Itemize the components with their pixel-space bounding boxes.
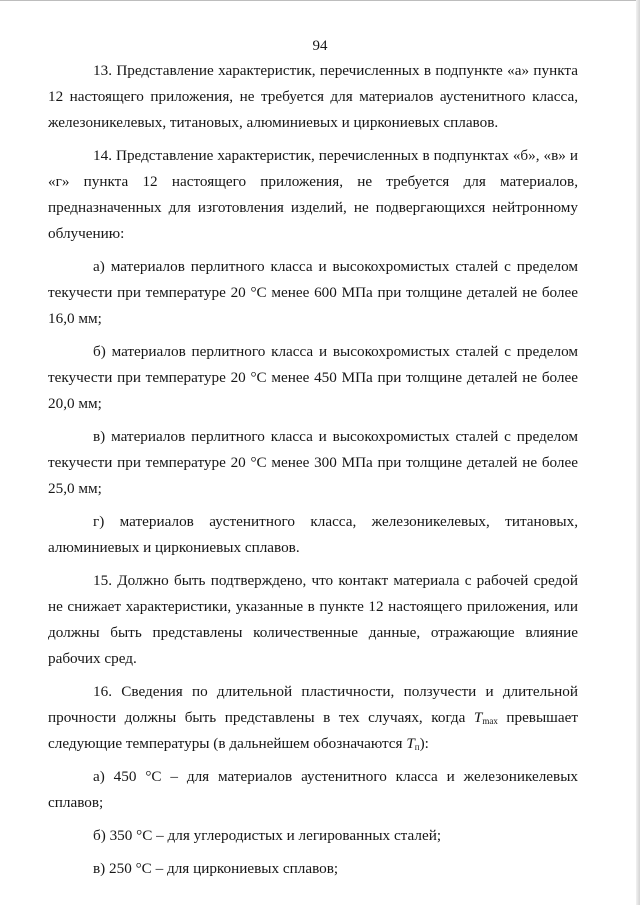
list-item-14a: а) материалов перлитного класса и высокохромистых сталей с пределом текучести при температуре 20 °С менее 600 МПа при толщине деталей не более 16,0 мм;: [48, 258, 578, 327]
list-item-16b: б) 350 °С – для углеродистых и легированных сталей;: [93, 827, 442, 844]
page-top-edge: [0, 0, 640, 1]
paragraph-16-part3: ):: [419, 735, 429, 752]
paragraph-16-part1: 16. Сведения по длительной пластичности, ползучести и длительной прочности должны быть представлены в тех случаях, когда: [48, 683, 578, 726]
tmax-symbol: T: [473, 709, 483, 726]
list-item-14v: в) материалов перлитного класса и высокохромистых сталей с пределом текучести при температуре 20 °С менее 300 МПа при толщине деталей не более 25,0 мм;: [48, 428, 578, 497]
list-item-14b: б) материалов перлитного класса и высокохромистых сталей с пределом текучести при температуре 20 °С менее 450 МПа при толщине деталей не более 20,0 мм;: [48, 343, 578, 412]
paragraph-16-part2: превышает следующие температуры (в дальнейшем обозначаются: [48, 709, 578, 752]
list-item-16a: а) 450 °С – для материалов аустенитного класса и железоникелевых сплавов;: [48, 768, 578, 811]
tn-subscript: п: [414, 742, 420, 752]
paragraph-14: 14. Представление характеристик, перечисленных в подпунктах «б», «в» и «г» пункта 12 настоящего приложения, не требуется для материалов, предназначенных для изготовления изделий, не подвергающихся нейтронному облучению:: [48, 147, 578, 242]
paragraph-16: [48, 679, 578, 757]
paragraph-13: 13. Представление характеристик, перечисленных в подпункте «а» пункта 12 настоящего приложения, не требуется для материалов аустенитного класса, железоникелевых, титановых, алюминиевых и циркониевых сплавов.: [48, 62, 578, 131]
tn-symbol: T: [406, 735, 415, 752]
page-right-edge: [636, 0, 640, 905]
paragraph-15: 15. Должно быть подтверждено, что контакт материала с рабочей средой не снижает характеристики, указанные в пункте 12 настоящего приложения, или должны быть представлены количественные данные, отражающие влияние рабочих сред.: [48, 572, 578, 667]
page-number: 94: [312, 38, 328, 54]
list-item-16v: в) 250 °С – для циркониевых сплавов;: [93, 860, 339, 877]
list-item-14g: г) материалов аустенитного класса, железоникелевых, титановых, алюминиевых и циркониевых сплавов.: [48, 513, 578, 556]
tmax-subscript: max: [482, 716, 498, 726]
document-body: [48, 58, 578, 889]
